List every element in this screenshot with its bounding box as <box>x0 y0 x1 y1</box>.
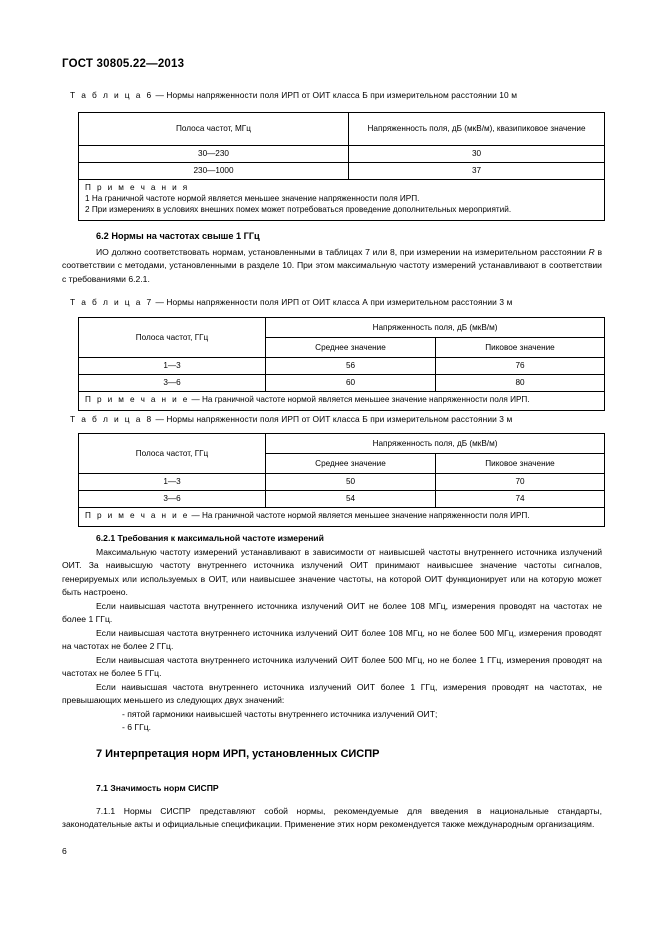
table6-caption-label: Т а б л и ц а 6 <box>70 90 154 100</box>
table8-note-row <box>79 508 605 527</box>
table6-note-2: 2 При измерениях в условиях внешних помех может потребоваться проведение дополнительных мероприятий. <box>85 204 512 214</box>
heading-6-2: 6.2 Нормы на частотах свыше 1 ГГц <box>96 231 260 241</box>
table7-caption <box>70 297 610 307</box>
paragraph-6-2-1-b: Если наивысшая частота внутреннего источника излучений ОИТ не более 108 МГц, измерения проводят на частотах не более 1 ГГц. <box>62 601 602 625</box>
table7-r1-c2: 80 <box>436 375 605 392</box>
table6-caption <box>70 90 610 100</box>
paragraph-6-2 <box>62 246 602 286</box>
paragraph-6-2-1-e: Если наивысшая частота внутреннего источника излучений ОИТ более 1 ГГц, измерения проводят на частотах, не превышающих меньшего из следующих двух значений: <box>62 682 602 706</box>
table6-notes-row <box>79 180 605 221</box>
table7-r0-c0: 1—3 <box>79 358 266 375</box>
table8-note-text: — На граничной частоте нормой является меньшее значение напряженности поля ИРП. <box>189 511 530 520</box>
table7-header-peak: Пиковое значение <box>436 338 605 358</box>
paragraph-6-2-1-c: Если наивысшая частота внутреннего источника излучений ОИТ более 108 МГц, но не более 500 МГц, измерения проводят на частотах не более 2 ГГц. <box>62 628 602 652</box>
table8-header-frequency: Полоса частот, ГГц <box>79 434 266 474</box>
table8-r0-c1: 50 <box>266 474 436 491</box>
list-item-fifth-harmonic: - пятой гармоники наивысшей частоты внутреннего источника излучений ОИТ; <box>122 709 438 719</box>
table-row <box>79 163 605 180</box>
paragraph-6-2-1-d: Если наивысшая частота внутреннего источника излучений ОИТ более 500 МГц, но не более 1 ГГц, измерения проводят на частотах не более 5 ГГц. <box>62 655 602 679</box>
table6-notes-title: П р и м е ч а н и я <box>85 183 190 192</box>
table7-r1-c0: 3—6 <box>79 375 266 392</box>
table8-caption-text: — Нормы напряженности поля ИРП от ОИТ класса Б при измерительном расстоянии 3 м <box>153 414 513 424</box>
table7-header-frequency: Полоса частот, ГГц <box>79 318 266 358</box>
heading-6-2-1: 6.2.1 Требования к максимальной частоте измерений <box>96 533 324 543</box>
table6-r0-c1: 30 <box>349 146 605 163</box>
table7-header-group: Напряженность поля, дБ (мкВ/м) <box>266 318 605 338</box>
standard-number-header: ГОСТ 30805.22—2013 <box>62 58 185 70</box>
table7 <box>78 317 605 411</box>
table7-r0-c2: 76 <box>436 358 605 375</box>
table6-header-frequency: Полоса частот, МГц <box>79 113 349 146</box>
table6-notes <box>79 180 605 221</box>
table6-note-1: 1 На граничной частоте нормой является меньшее значение напряженности поля ИРП. <box>85 193 420 203</box>
table7-note-row <box>79 392 605 411</box>
table8-r0-c0: 1—3 <box>79 474 266 491</box>
table8-caption <box>70 414 610 424</box>
paragraph-6-2-part1: ИО должно соответствовать нормам, установленными в таблицах 7 или 8, при измерении на измерительном расстоянии <box>96 247 589 257</box>
table8-header-group: Напряженность поля, дБ (мкВ/м) <box>266 434 605 454</box>
table8-r1-c2: 74 <box>436 491 605 508</box>
table7-header-row-1 <box>79 318 605 338</box>
list-item-6ghz: - 6 ГГц. <box>122 722 152 732</box>
table-row <box>79 474 605 491</box>
table6-r1-c1: 37 <box>349 163 605 180</box>
table6-r0-c0: 30—230 <box>79 146 349 163</box>
heading-7-1: 7.1 Значимость норм СИСПР <box>96 783 219 793</box>
table6 <box>78 112 605 221</box>
table8-r1-c0: 3—6 <box>79 491 266 508</box>
table7-note-title: П р и м е ч а н и е <box>85 395 190 404</box>
paragraph-6-2-part2: в соответствии с методами, установленными в разделе 10. При этом максимальную частоту измерений устанавливают в соответствии с требованиями 6.2.1. <box>62 247 603 284</box>
table6-header-row <box>79 113 605 146</box>
table8-r1-c1: 54 <box>266 491 436 508</box>
table7-note <box>79 392 605 411</box>
paragraph-7-1-1: 7.1.1 Нормы СИСПР представляют собой нормы, рекомендуемые для введения в национальные стандарты, законодательные акты и официальные спецификации. Применение этих норм рекомендуется также международным организациям. <box>62 806 602 830</box>
table6-header-field-strength: Напряженность поля, дБ (мкВ/м), квазипиковое значение <box>349 113 605 146</box>
table8-note <box>79 508 605 527</box>
table7-r0-c1: 56 <box>266 358 436 375</box>
table8-header-peak: Пиковое значение <box>436 454 605 474</box>
table7-note-text: — На граничной частоте нормой является меньшее значение напряженности поля ИРП. <box>189 395 530 404</box>
table8-header-row-1 <box>79 434 605 454</box>
table8-header-average: Среднее значение <box>266 454 436 474</box>
paragraph-6-2-1-a: Максимальную частоту измерений устанавливают в зависимости от наивысшей частоты внутреннего источника излучений ОИТ. За наивысшую частоту внутреннего источника излучений ОИТ принимают наивысшее значение частоты сигналов, генерируемых или используемых в ОИТ, или наивысшее значение частоты, на которой ОИТ функционирует или на которую может быть настроено. <box>62 547 602 598</box>
table7-r1-c1: 60 <box>266 375 436 392</box>
table7-caption-label: Т а б л и ц а 7 <box>70 297 154 307</box>
heading-7: 7 Интерпретация норм ИРП, установленных СИСПР <box>96 748 380 760</box>
table7-header-average: Среднее значение <box>266 338 436 358</box>
table-row <box>79 375 605 392</box>
table-row <box>79 358 605 375</box>
measurement-distance-symbol: R <box>588 247 595 257</box>
table8-note-title: П р и м е ч а н и е <box>85 511 190 520</box>
table-row <box>79 491 605 508</box>
page-number: 6 <box>62 846 67 856</box>
table-row <box>79 146 605 163</box>
table6-r1-c0: 230—1000 <box>79 163 349 180</box>
table7-caption-text: — Нормы напряженности поля ИРП от ОИТ класса А при измерительном расстоянии 3 м <box>153 297 513 307</box>
table8 <box>78 433 605 527</box>
table8-caption-label: Т а б л и ц а 8 <box>70 414 154 424</box>
table8-r0-c2: 70 <box>436 474 605 491</box>
table6-caption-text: — Нормы напряженности поля ИРП от ОИТ класса Б при измерительном расстоянии 10 м <box>153 90 518 100</box>
